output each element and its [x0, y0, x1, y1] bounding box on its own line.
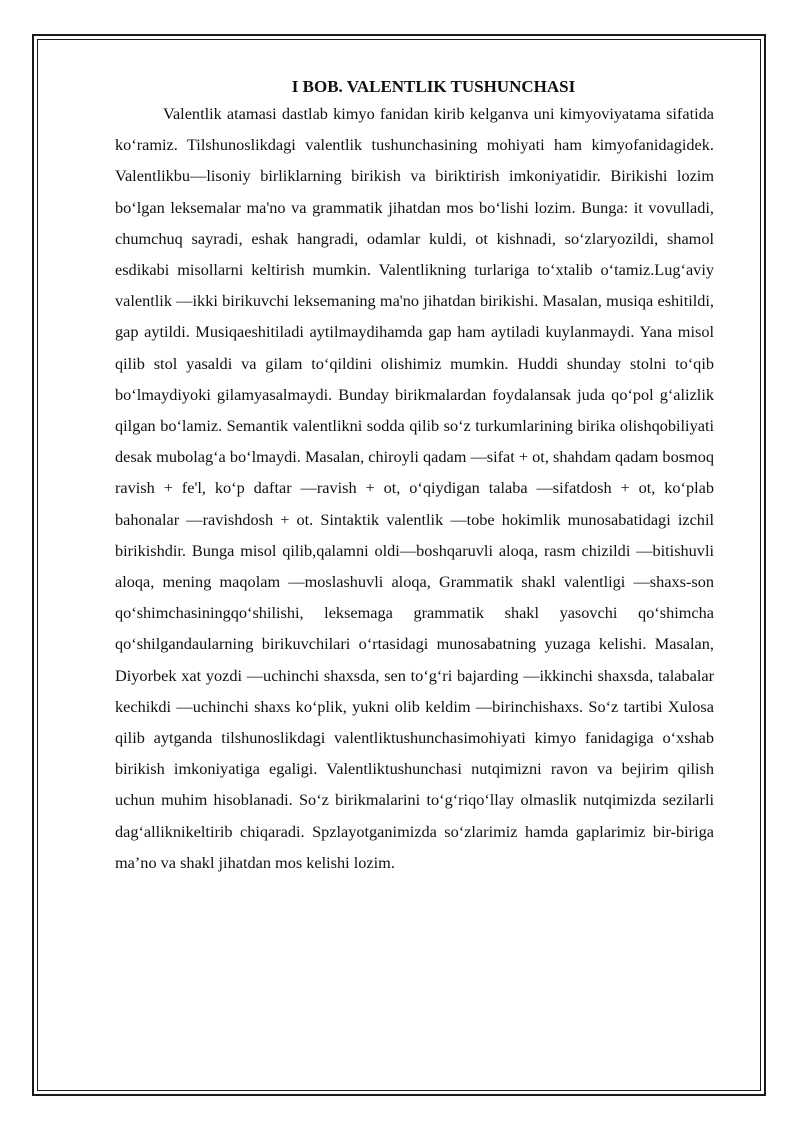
body-paragraph: Valentlik atamasi dastlab kimyo fanidan kirib kelganva uni kimyoviyatama sifatida ko‘ramiz. Tilshunoslikdagi valentlik tushunchasining mohiyati ham kimyofanidagidek. Valentlikbu—lisoniy birliklarning birikish va biriktirish imkoniyatidir. Birikishi lozim bo‘lgan leksemalar ma'no va grammatik jihatdan mos bo‘lishi lozim. Bunga: it vovulladi, chumchuq sayradi, eshak hangradi, odamlar kuldi, ot kishnadi, so‘zlaryozildi, shamol esdikabi misollarni keltirish mumkin. Valentlikning turlariga to‘xtalib o‘tamiz.Lug‘aviy valentlik —ikki birikuvchi leksemaning ma'no jihatdan birikishi. Masalan, musiqa eshitildi, gap aytildi. Musiqaeshitiladi aytilmaydihamda gap ham aytiladi kuylanmaydi. Yana misol qilib stol yasaldi va gilam to‘qildini olishimiz mumkin. Huddi shunday stolni to‘qib bo‘lmaydiyoki gilamyasalmaydi. Bunday birikmalardan foydalansak juda qo‘pol g‘alizlik qilgan bo‘lamiz. Semantik valentlikni sodda qilib so‘z turkumlarining birika olishqobiliyati desak mubolag‘a bo‘lmaydi. Masalan, chiroyli qadam —sifat + ot, shahdam qadam bosmoq ravish + fe'l, ko‘p daftar —ravish + ot, o‘qiydigan talaba —sifatdosh + ot, ko‘plab bahonalar —ravishdosh + ot. Sintaktik valentlik —tobe hokimlik munosabatidagi izchil birikishdir. Bunga misol qilib,qalamni oldi—boshqaruvli aloqa, rasm chizildi —bitishuvli aloqa, mening maqolam —moslashuvli aloqa, Grammatik shakl valentligi —shaxs-son qo‘shimchasiningqo‘shilishi, leksemaga grammatik shakl yasovchi qo‘shimcha qo‘shilgandaularning birikuvchilari o‘rtasidagi munosabatning yuzaga kelishi. Masalan, Diyorbek xat yozdi —uchinchi shaxsda, sen to‘g‘ri bajarding —ikkinchi shaxsda, talabalar kechikdi —uchinchi shaxs ko‘plik, yukni olib keldim —birinchishaxs. So‘z tartibi Xulosa qilib aytganda tilshunoslikdagi valentliktushunchasimohiyati kimyo fanidagiga o‘xshab birikish imkoniyatiga egaligi. Valentliktushunchasi nutqimizni ravon va bejirim qilish uchun muhim hisoblanadi. So‘z birikmalarini to‘g‘riqo‘llay olmaslik nutqimizda sezilarli dag‘alliknikeltirib chiqaradi. Spzlayotganimizda so‘zlarimiz hamda gaplarimiz bir-biriga ma’no va shakl jihatdan mos kelishi lozim. [115, 104, 714, 872]
document-content [115, 76, 714, 878]
chapter-title: I BOB. VALENTLIK TUSHUNCHASI [291, 77, 576, 96]
